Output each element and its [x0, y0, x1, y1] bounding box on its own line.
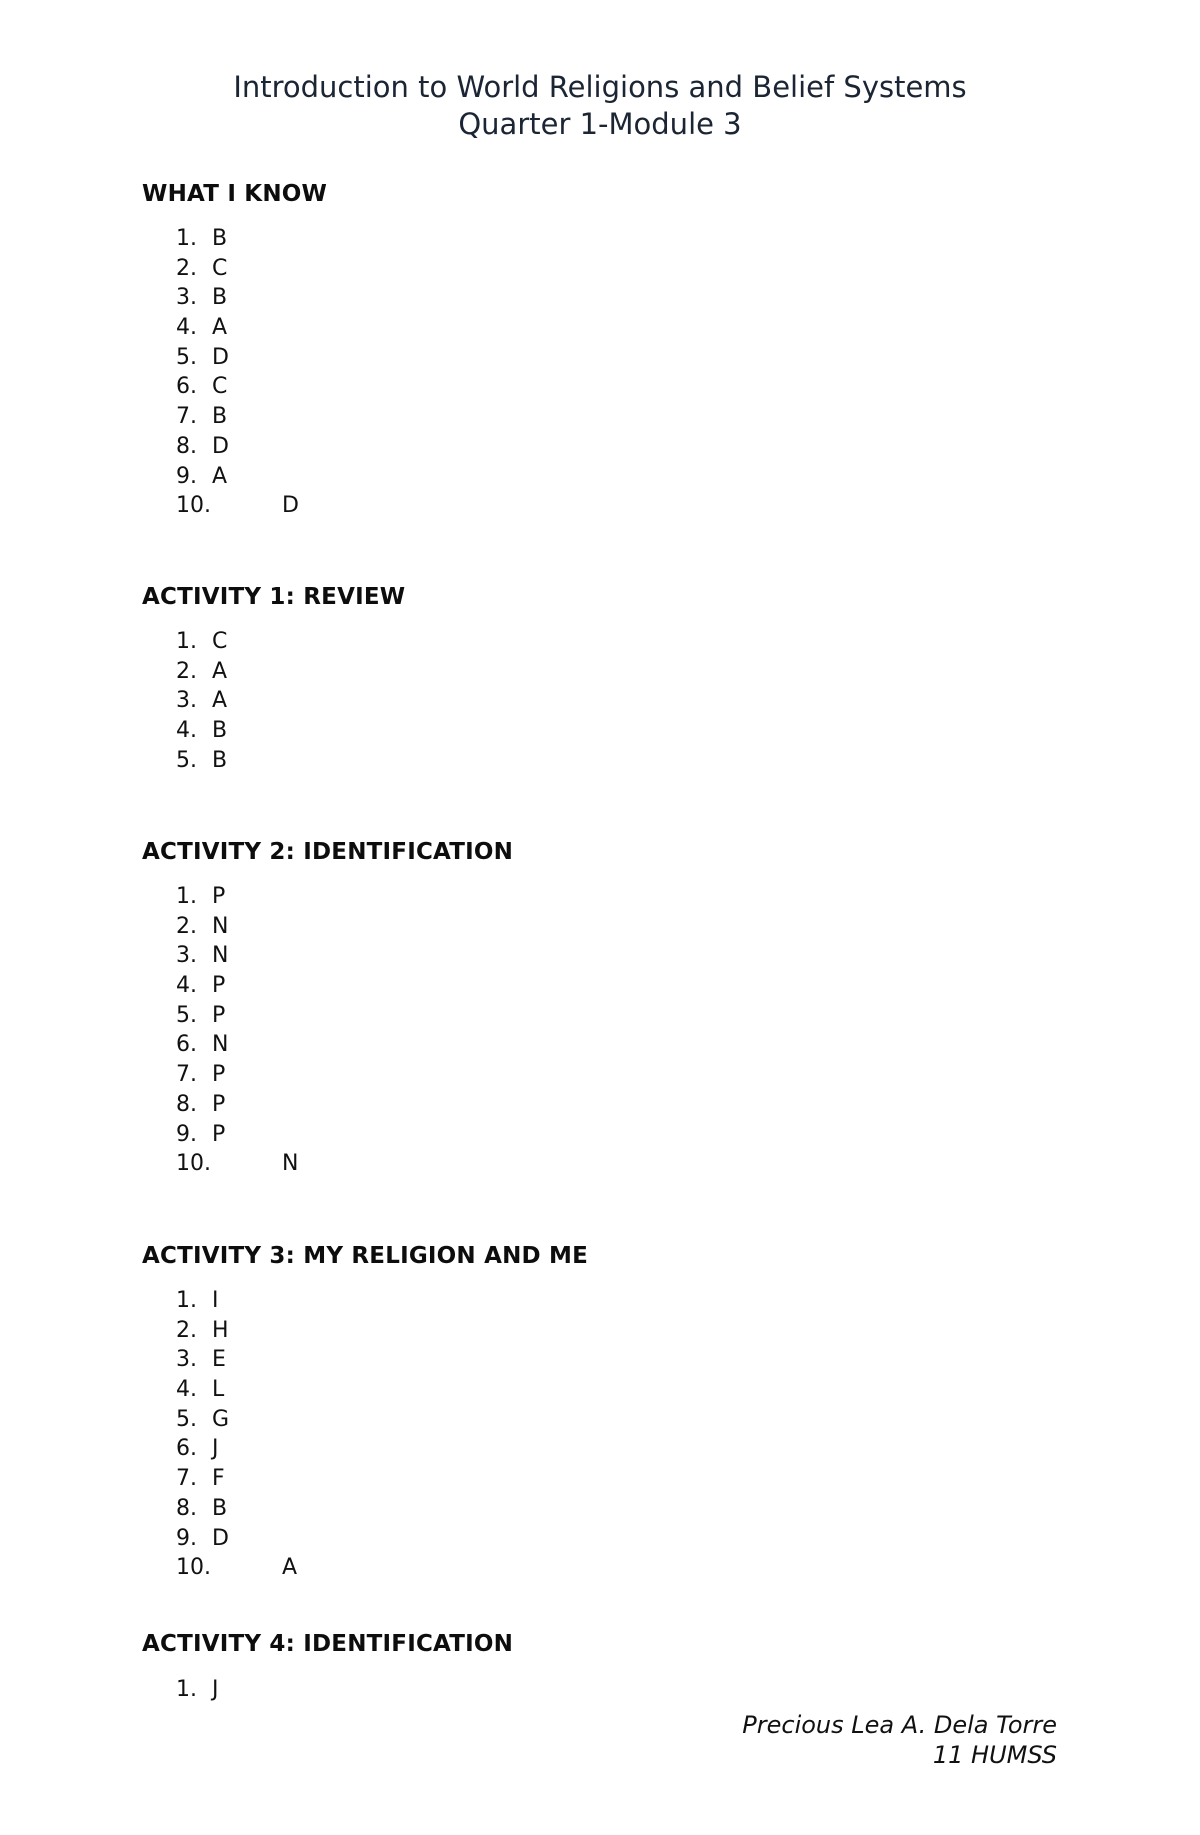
item-number: 4. [176, 718, 197, 744]
item-number: 3. [176, 688, 197, 714]
item-number: 10. [176, 1555, 211, 1581]
item-answer: B [212, 285, 228, 311]
section-heading-activity-2: ACTIVITY 2: IDENTIFICATION [142, 839, 514, 865]
item-number: 5. [176, 1002, 197, 1028]
answer-item [176, 1464, 297, 1494]
item-answer: D [212, 433, 229, 459]
item-answer: I [212, 1288, 219, 1313]
item-answer: E [212, 1347, 226, 1373]
answer-item [176, 1434, 297, 1464]
item-answer: P [212, 1091, 226, 1117]
document-header [0, 69, 1200, 143]
document-title: Introduction to World Religions and Belief Systems [233, 70, 967, 104]
item-number: 1. [176, 884, 197, 909]
answer-item [176, 372, 299, 402]
item-number: 6. [176, 1436, 197, 1462]
item-number: 8. [176, 1495, 197, 1521]
item-number: 10. [176, 1151, 211, 1177]
student-section: 11 HUMSS [932, 1741, 1057, 1769]
answer-item [176, 1090, 298, 1120]
item-number: 2. [176, 658, 197, 684]
answer-item [176, 402, 299, 432]
item-number: 9. [176, 1525, 197, 1551]
item-answer: D [282, 493, 299, 519]
answer-item [176, 657, 227, 687]
item-number: 7. [176, 1062, 197, 1088]
answer-item [176, 343, 299, 373]
item-number: 3. [176, 1347, 197, 1373]
item-answer: G [212, 1406, 230, 1432]
answer-item [176, 1494, 297, 1524]
item-answer: A [282, 1555, 298, 1581]
section-heading-activity-1: ACTIVITY 1: REVIEW [142, 584, 406, 610]
item-answer: N [212, 1032, 229, 1058]
answer-item [176, 1001, 298, 1031]
answer-item [176, 971, 298, 1001]
answer-item [176, 491, 299, 521]
item-answer: B [212, 718, 228, 744]
item-number: 3. [176, 285, 197, 311]
item-answer: P [212, 884, 226, 909]
answer-item [176, 1286, 297, 1316]
section-heading-activity-4: ACTIVITY 4: IDENTIFICATION [142, 1631, 514, 1657]
item-number: 9. [176, 1121, 197, 1147]
item-number: 4. [176, 1377, 197, 1403]
answer-item [176, 1345, 297, 1375]
item-answer: C [212, 629, 228, 654]
item-number: 6. [176, 374, 197, 400]
item-answer: A [212, 688, 228, 714]
answer-list-what-i-know [176, 224, 299, 521]
item-number: 7. [176, 1466, 197, 1492]
item-number: 1. [176, 629, 197, 654]
item-answer: P [212, 1062, 226, 1088]
item-number: 1. [176, 1288, 197, 1313]
item-answer: N [212, 913, 229, 939]
answer-item [176, 686, 227, 716]
answer-item [176, 716, 227, 746]
answer-item [176, 462, 299, 492]
answer-item [176, 746, 227, 776]
item-answer: P [212, 973, 226, 999]
answer-item [176, 1030, 298, 1060]
section-heading-what-i-know: WHAT I KNOW [142, 181, 328, 207]
item-number: 7. [176, 404, 197, 430]
answer-item [176, 254, 299, 284]
item-number: 2. [176, 1317, 197, 1343]
answer-item [176, 1675, 219, 1705]
answer-item [176, 1405, 297, 1435]
answer-list-activity-3 [176, 1286, 297, 1583]
item-answer: F [212, 1466, 225, 1492]
item-answer: A [212, 463, 228, 489]
item-number: 5. [176, 747, 197, 773]
item-number: 10. [176, 493, 211, 519]
answer-item [176, 1316, 297, 1346]
answer-item [176, 882, 298, 912]
item-answer: C [212, 374, 228, 400]
item-answer: J [212, 1436, 219, 1462]
item-answer: D [212, 1525, 229, 1551]
answer-item [176, 627, 227, 657]
item-answer: B [212, 1495, 228, 1521]
answer-item [176, 224, 299, 254]
student-name: Precious Lea A. Dela Torre [742, 1711, 1057, 1739]
item-number: 9. [176, 463, 197, 489]
answer-item [176, 283, 299, 313]
answer-item [176, 1524, 297, 1554]
item-number: 2. [176, 255, 197, 281]
item-answer: B [212, 747, 228, 773]
item-answer: A [212, 658, 228, 684]
item-number: 4. [176, 315, 197, 341]
document-subtitle: Quarter 1-Module 3 [458, 107, 742, 141]
item-number: 8. [176, 1091, 197, 1117]
item-answer: B [212, 404, 228, 430]
answer-item [176, 912, 298, 942]
item-answer: A [212, 315, 228, 341]
item-answer: L [212, 1377, 225, 1403]
item-number: 2. [176, 913, 197, 939]
item-number: 3. [176, 943, 197, 969]
answer-item [176, 941, 298, 971]
answer-item [176, 432, 299, 462]
item-answer: B [212, 226, 228, 251]
item-number: 4. [176, 973, 197, 999]
signature-block [742, 1710, 1057, 1770]
item-answer: C [212, 255, 228, 281]
item-answer: H [212, 1317, 229, 1343]
item-number: 6. [176, 1032, 197, 1058]
item-number: 8. [176, 433, 197, 459]
item-answer: P [212, 1121, 226, 1147]
item-answer: D [212, 344, 229, 370]
answer-list-activity-4 [176, 1675, 219, 1705]
answer-list-activity-2 [176, 882, 298, 1179]
item-number: 5. [176, 1406, 197, 1432]
item-answer: P [212, 1002, 226, 1028]
section-heading-activity-3: ACTIVITY 3: MY RELIGION AND ME [142, 1243, 589, 1269]
answer-item [176, 1375, 297, 1405]
item-answer: J [212, 1677, 219, 1702]
item-number: 1. [176, 226, 197, 251]
answer-item [176, 313, 299, 343]
answer-list-activity-1 [176, 627, 227, 775]
item-number: 1. [176, 1677, 197, 1702]
item-number: 5. [176, 344, 197, 370]
answer-item [176, 1120, 298, 1150]
answer-item [176, 1149, 298, 1179]
answer-item [176, 1553, 297, 1583]
item-answer: N [282, 1151, 299, 1177]
answer-item [176, 1060, 298, 1090]
item-answer: N [212, 943, 229, 969]
